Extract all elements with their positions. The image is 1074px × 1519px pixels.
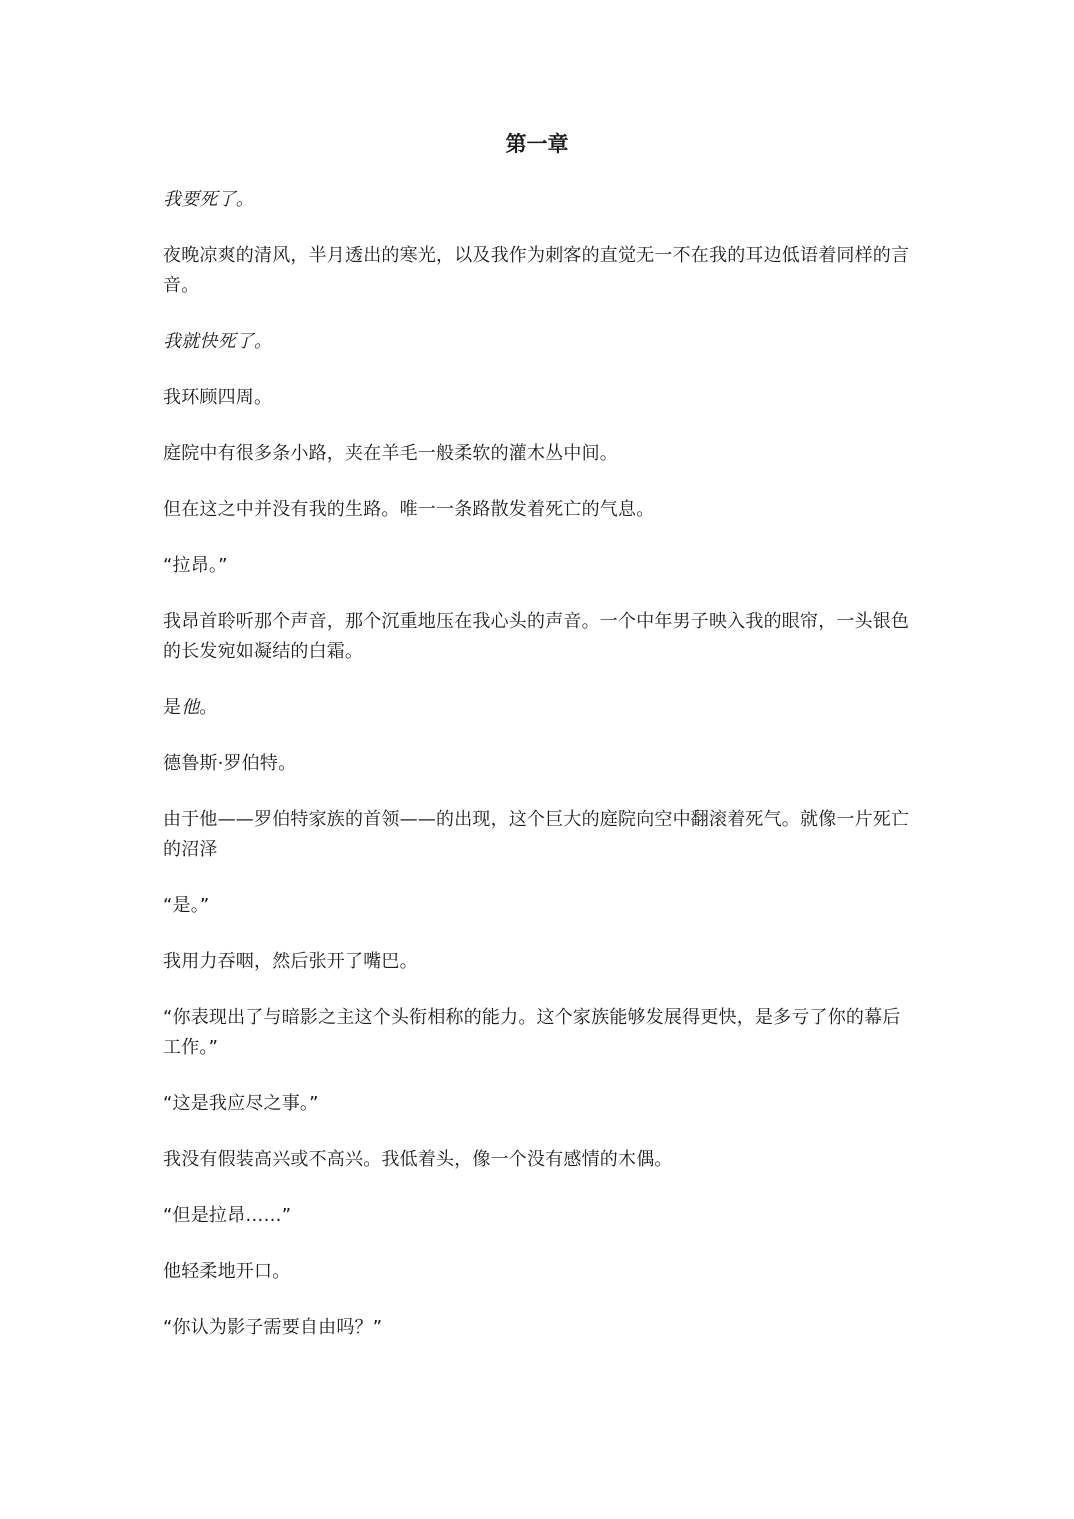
paragraph-text: 。 [199,697,218,718]
dialogue-paragraph: “这是我应尽之事。” [163,1093,319,1114]
paragraph: 庭院中有很多条小路，夹在羊毛一般柔软的灌木丛中间。 [163,443,618,464]
dialogue-paragraph: “但是拉昂……” [163,1205,292,1226]
paragraph-text: 是 [163,697,182,718]
paragraph: 夜晚凉爽的清风，半月透出的寒光，以及我作为刺客的直觉无一不在我的耳边低语着同样的言音。 [163,245,910,296]
paragraph: 我用力吞咽，然后张开了嘴巴。 [163,951,418,972]
paragraph: 但在这之中并没有我的生路。唯一一条路散发着死亡的气息。 [163,499,655,520]
dialogue-paragraph: “你认为影子需要自由吗？” [163,1317,383,1338]
paragraph: 他轻柔地开口。 [163,1261,291,1282]
paragraph: 我要死了。 [163,189,254,210]
chapter-title: 第一章 [505,132,569,156]
paragraph: 我没有假装高兴或不高兴。我低着头，像一个没有感情的木偶。 [163,1149,673,1170]
paragraph: 我就快死了。 [163,331,273,352]
paragraph: 我环顾四周。 [163,387,273,408]
dialogue-paragraph: “拉昂。” [163,555,228,576]
dialogue-paragraph: “你表现出了与暗影之主这个头衔相称的能力。这个家族能够发展得更快，是多亏了你的幕后工作。” [163,1007,901,1058]
paragraph: 我昂首聆听那个声音，那个沉重地压在我心头的声音。一个中年男子映入我的眼帘，一头银色的长发宛如凝结的白霜。 [163,611,910,662]
paragraph [163,693,915,723]
emphasized-word: 他 [181,697,200,718]
paragraph: 德鲁斯·罗伯特。 [163,753,297,774]
chapter-body [163,185,915,1369]
paragraph: 由于他——罗伯特家族的首领——的出现，这个巨大的庭院向空中翻滚着死气。就像一片死亡的沼泽 [163,809,910,860]
dialogue-paragraph: “是。” [163,895,210,916]
